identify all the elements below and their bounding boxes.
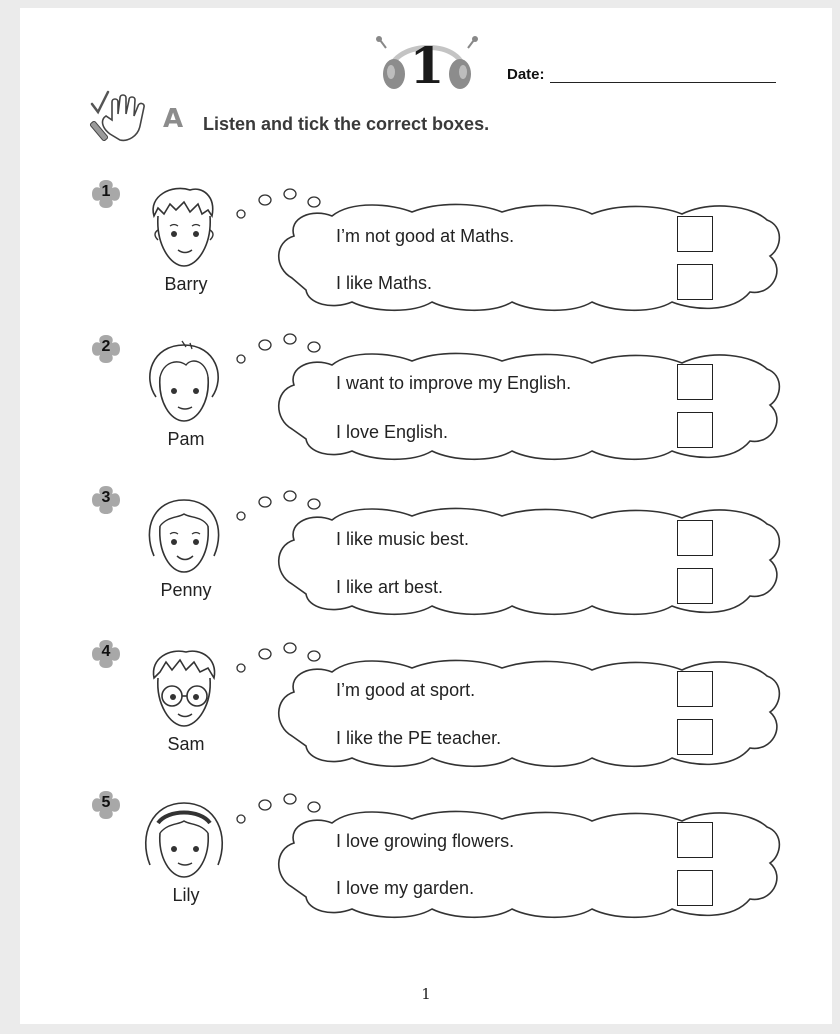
question-number: 3 (101, 489, 111, 506)
child-name: Pam (167, 429, 205, 449)
child-name: Sam (167, 734, 205, 754)
question-number: 2 (101, 338, 111, 355)
unit-number: 1 (409, 36, 445, 95)
statement-text: I like the PE teacher. (336, 728, 502, 748)
question-number: 5 (101, 794, 111, 811)
girl-face-icon (134, 337, 234, 427)
question-item (0, 178, 840, 328)
tick-box[interactable] (677, 412, 713, 448)
question-number-badge (90, 484, 122, 516)
question-item (0, 789, 840, 939)
thought-bubble (232, 333, 792, 483)
child-name: Penny (160, 580, 212, 600)
tick-box[interactable] (677, 364, 713, 400)
statement-text: I like art best. (336, 577, 444, 597)
tick-box[interactable] (677, 264, 713, 300)
statement-text: I love English. (336, 422, 449, 442)
boy-face-icon (134, 182, 234, 272)
thought-bubble (232, 789, 792, 939)
tick-box[interactable] (677, 870, 713, 906)
unit-badge (372, 30, 482, 94)
tick-box[interactable] (677, 822, 713, 858)
statement-text: I’m good at sport. (336, 680, 476, 700)
thought-bubble (232, 484, 792, 634)
question-number-badge (90, 638, 122, 670)
girl-face-icon (134, 488, 234, 578)
tick-box[interactable] (677, 719, 713, 755)
child-name: Barry (164, 274, 208, 294)
statement-text: I love growing flowers. (336, 831, 515, 851)
thought-bubble (232, 178, 792, 328)
instruction-text: Listen and tick the correct boxes. (203, 114, 490, 134)
statement-text: I like Maths. (336, 273, 433, 293)
question-number-badge (90, 333, 122, 365)
question-item (0, 638, 840, 788)
statement-text: I want to improve my English. (336, 373, 572, 393)
section-letter: A (163, 104, 184, 134)
girl-headband-face-icon (134, 793, 234, 883)
child-name: Lily (172, 885, 200, 905)
boy-glasses-face-icon (134, 642, 234, 732)
statement-text: I’m not good at Maths. (336, 226, 515, 246)
statement-text: I love my garden. (336, 878, 475, 898)
question-number: 1 (101, 183, 111, 200)
date-input-line[interactable] (550, 82, 776, 83)
question-item (0, 484, 840, 634)
tick-box[interactable] (677, 216, 713, 252)
tick-box[interactable] (677, 568, 713, 604)
statement-text: I like music best. (336, 529, 470, 549)
date-label: Date: (507, 66, 545, 83)
tick-hand-icon (88, 90, 150, 144)
question-item (0, 333, 840, 483)
page-number: 1 (421, 985, 431, 1003)
tick-box[interactable] (677, 671, 713, 707)
thought-bubble (232, 638, 792, 788)
question-number-badge (90, 789, 122, 821)
tick-box[interactable] (677, 520, 713, 556)
question-number-badge (90, 178, 122, 210)
question-number: 4 (101, 643, 111, 660)
